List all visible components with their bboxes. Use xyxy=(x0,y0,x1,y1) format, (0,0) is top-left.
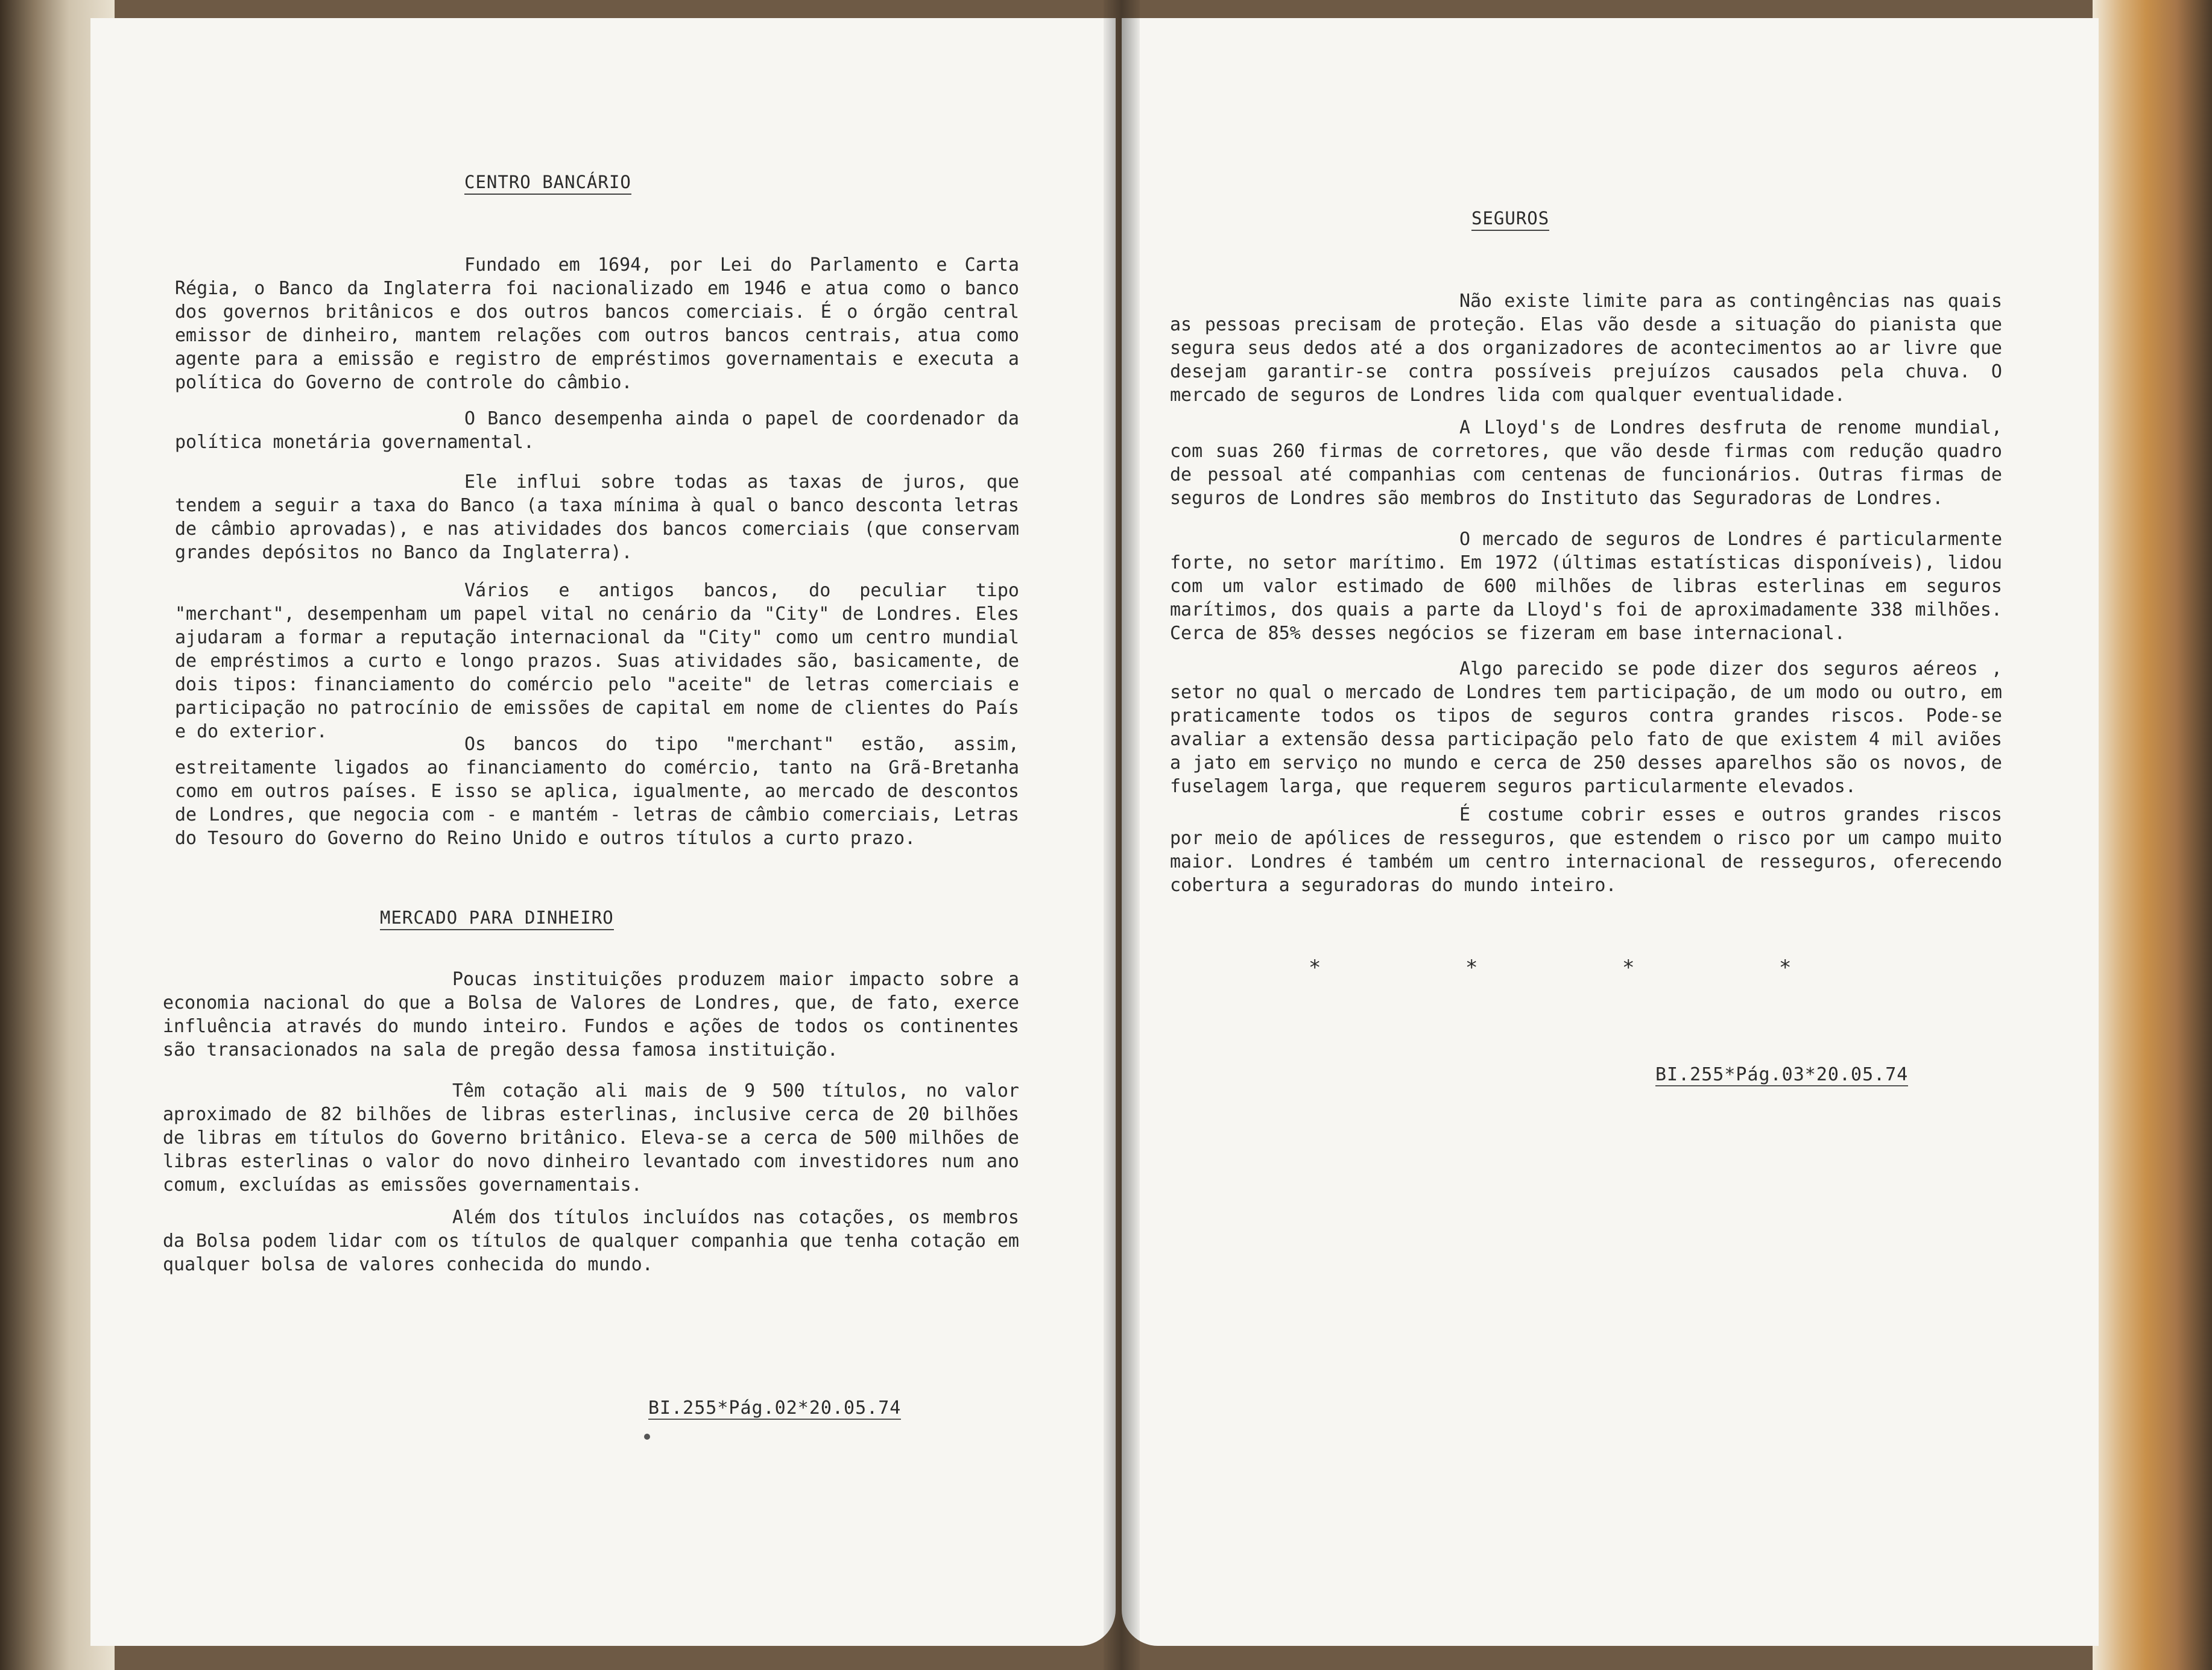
separator-star: * xyxy=(1622,956,1635,980)
section-title-centro-bancario: CENTRO BANCÁRIO xyxy=(464,172,631,195)
ink-dot xyxy=(644,1434,650,1440)
paragraph: O mercado de seguros de Londres é particularmente forte, no setor marítimo. Em 1972 (últimas estatísticas disponíveis), lidou com um valor estimado de 600 milhões de libras esterlinas em seguros marítimos, dos quais a parte da Lloyd's foi de aproximadamente 338 milhões. Cerca de 85% desses negócios se fizeram em base internacional. xyxy=(1170,529,2002,644)
separator-star: * xyxy=(1465,956,1478,980)
paragraph: Fundado em 1694, por Lei do Parlamento e Carta Régia, o Banco da Inglaterra foi nacionalizado em 1946 e atua como o banco dos governos britânicos e dos outros bancos comerciais. É o órgão central emissor de dinheiro, mantem relações com outros bancos centrais, atua como agente para a emissão e registro de empréstimos governamentais e executa a política do Governo de controle do câmbio. xyxy=(175,254,1019,393)
paragraph: Ele influi sobre todas as taxas de juros, que tendem a seguir a taxa do Banco (a taxa mínima à qual o banco desconta letras de câmbio aprovadas), e nas atividades dos bancos comerciais (que conservam grandes depósitos no Banco da Inglaterra). xyxy=(175,471,1019,563)
paragraph: Vários e antigos bancos, do peculiar tipo "merchant", desempenham um papel vital no cenário da "City" de Londres. Eles ajudaram a formar a reputação internacional da "City" como um centro mundial de empréstimos a curto e longo prazos. Suas atividades são, basicamente, de dois tipos: financiamento do comércio pelo "aceite" de letras comerciais e participação no patrocínio de emissões de capital em nome de clientes do País e do exterior. xyxy=(175,580,1019,742)
book-gutter xyxy=(1104,0,1140,1670)
paragraph: Além dos títulos incluídos nas cotações, os membros da Bolsa podem lidar com os títulos de qualquer companhia que tenha cotação em qualquer bolsa de valores conhecida do mundo. xyxy=(163,1207,1019,1275)
page-footer-left: BI.255*Pág.02*20.05.74 xyxy=(648,1397,902,1419)
paragraph: Algo parecido se pode dizer dos seguros aéreos , setor no qual o mercado de Londres tem participação, de um modo ou outro, em praticamente todos os tipos de seguros contra grandes riscos. Pode-se avaliar a extensão dessa participação pelo fato de que existem 4 mil aviões a jato em serviço no mundo e cerca de 250 desses aparelhos são os novos, de fuselagem larga, que requerem seguros particularmente elevados. xyxy=(1170,658,2002,797)
book-edge-right xyxy=(2093,0,2212,1670)
section-title-seguros: SEGUROS xyxy=(1471,208,1549,231)
separator-star: * xyxy=(1779,956,1792,980)
paragraph: Têm cotação ali mais de 9 500 títulos, no valor aproximado de 82 bilhões de libras esterlinas, inclusive cerca de 20 bilhões de libras em títulos do Governo britânico. Eleva-se a cerca de 500 milhões de libras esterlinas o valor do novo dinheiro levantado com investidores num ano comum, excluídas as emissões governamentais. xyxy=(163,1080,1019,1196)
separator-stars xyxy=(1309,956,1936,980)
paragraph: Não existe limite para as contingências nas quais as pessoas precisam de proteção. Elas vão desde a situação do pianista que segura seus dedos até a dos organizadores de acontecimentos ao ar livre que desejam garantir-se contra possíveis prejuízos causados pela chuva. O mercado de seguros de Londres lida com qualquer eventualidade. xyxy=(1170,291,2002,406)
paragraph: Os bancos do tipo "merchant" estão, assim, estreitamente ligados ao financiamento do comércio, tanto na Grã-Bretanha como em outros países. E isso se aplica, igualmente, ao mercado de descontos de Londres, que negocia com - e mantém - letras de câmbio comerciais, Letras do Tesouro do Governo do Reino Unido e outros títulos a curto prazo. xyxy=(175,734,1019,849)
separator-star: * xyxy=(1309,956,1321,980)
paragraph: Poucas instituições produzem maior impacto sobre a economia nacional do que a Bolsa de Valores de Londres, que, de fato, exerce influência através do mundo inteiro. Fundos e ações de todos os continentes são transacionados na sala de pregão dessa famosa instituição. xyxy=(163,969,1019,1060)
page-footer-right: BI.255*Pág.03*20.05.74 xyxy=(1655,1064,1909,1085)
paragraph: O Banco desempenha ainda o papel de coordenador da política monetária governamental. xyxy=(175,408,1019,453)
paragraph: A Lloyd's de Londres desfruta de renome mundial, com suas 260 firmas de corretores, que vão desde firmas com redução quadro de pessoal até companhias com centenas de funcionários. Outras firmas de seguros de Londres são membros do Instituto das Seguradoras de Londres. xyxy=(1170,417,2002,509)
section-title-mercado-para-dinheiro: MERCADO PARA DINHEIRO xyxy=(380,907,614,930)
paragraph: É costume cobrir esses e outros grandes riscos por meio de apólices de resseguros, que estendem o risco por um campo muito maior. Londres é também um centro internacional de resseguros, oferecendo cobertura a seguradoras do mundo inteiro. xyxy=(1170,804,2002,896)
